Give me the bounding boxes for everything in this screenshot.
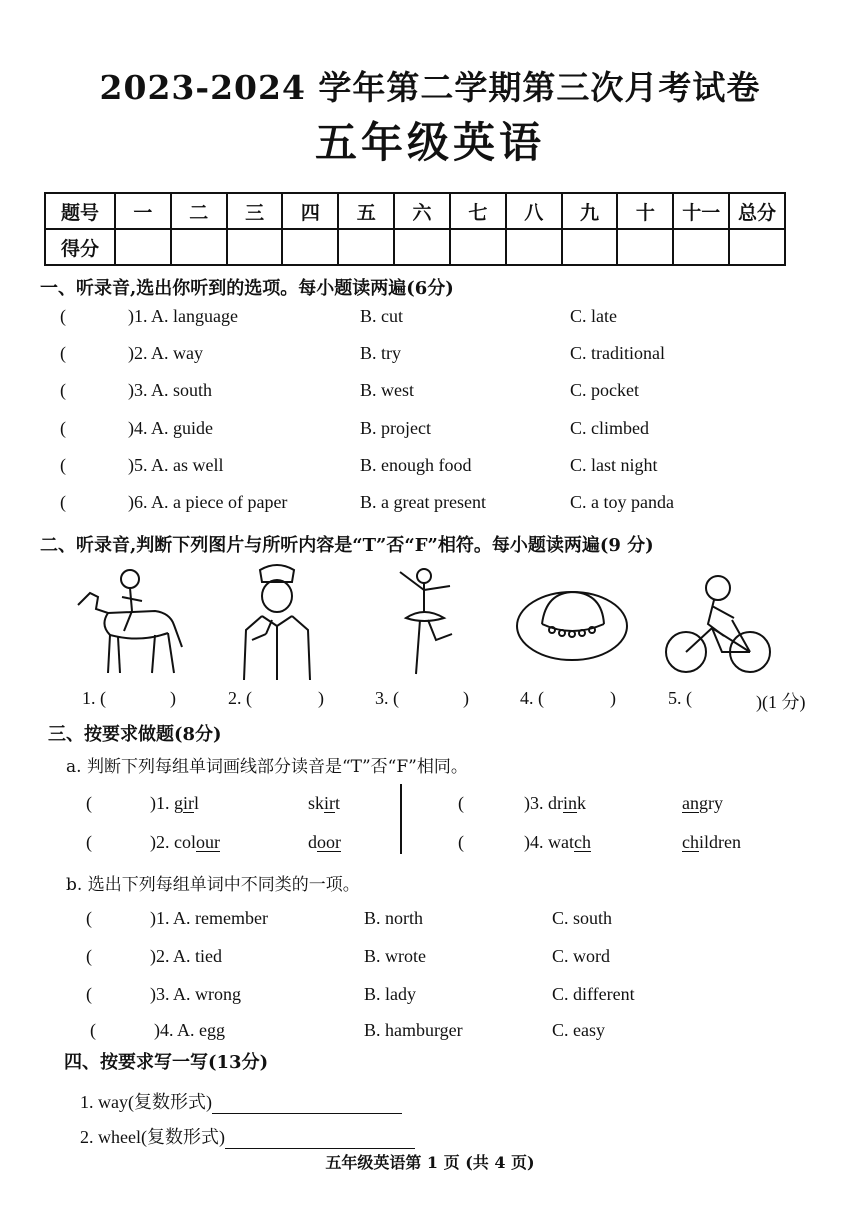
score-cell: 八 xyxy=(506,193,562,229)
answer-paren[interactable]: ( xyxy=(90,1020,96,1040)
score-entry[interactable] xyxy=(394,229,450,265)
picture-close-points: )(1 分) xyxy=(756,692,806,712)
score-cell: 四 xyxy=(282,193,338,229)
picture-label[interactable]: 3. ( xyxy=(375,688,399,708)
question-option-c: C. south xyxy=(552,908,613,928)
section3b-heading: b. 选出下列每组单词中不同类的一项。 xyxy=(66,875,360,895)
score-entry[interactable] xyxy=(227,229,283,265)
exam-subject: 五年级英语 xyxy=(314,118,545,167)
picture-close: ) xyxy=(318,688,324,708)
phonics-item: )3. drink xyxy=(524,793,587,813)
question-option-a: )2. A. way xyxy=(128,343,203,363)
answer-paren[interactable]: ( xyxy=(60,380,66,400)
answer-paren[interactable]: ( xyxy=(458,793,464,813)
boy-riding-bike-icon xyxy=(662,570,774,678)
question-option-b: B. try xyxy=(360,343,402,363)
divider xyxy=(400,784,402,854)
exam-title: 2023-2024 学年第二学期第三次月考试卷 xyxy=(99,68,761,107)
picture-close: ) xyxy=(610,688,616,708)
score-cell-total: 总分 xyxy=(729,193,785,229)
phonics-compare-word: skirt xyxy=(308,793,341,813)
question-option-c: C. different xyxy=(552,984,635,1004)
score-table-header-row xyxy=(45,193,785,229)
answer-paren[interactable]: ( xyxy=(86,832,92,852)
score-entry[interactable] xyxy=(729,229,785,265)
answer-paren[interactable]: ( xyxy=(60,343,66,363)
question-option-a: )6. A. a piece of paper xyxy=(128,492,288,512)
score-cell: 十一 xyxy=(673,193,729,229)
picture-label[interactable]: 1. ( xyxy=(82,688,106,708)
question-option-a: )4. A. egg xyxy=(154,1020,225,1040)
phonics-compare-word: door xyxy=(308,832,341,852)
picture-label[interactable]: 4. ( xyxy=(520,688,544,708)
question-option-a: )1. A. remember xyxy=(150,908,268,928)
answer-blank[interactable] xyxy=(225,1130,415,1149)
phonics-compare-word: children xyxy=(682,832,741,852)
question-option-b: B. a great present xyxy=(360,492,486,512)
question-option-a: )3. A. south xyxy=(128,380,213,400)
answer-paren[interactable]: ( xyxy=(60,418,66,438)
question-option-c: C. late xyxy=(570,306,617,326)
question-option-a: )5. A. as well xyxy=(128,455,224,475)
picture-close: ) xyxy=(170,688,176,708)
score-cell: 九 xyxy=(562,193,618,229)
write-item: 1. way(复数形式) xyxy=(80,1088,402,1114)
question-option-b: B. enough food xyxy=(360,455,472,475)
score-cell: 十 xyxy=(617,193,673,229)
phonics-item: )2. colour xyxy=(150,832,220,852)
question-option-c: C. pocket xyxy=(570,380,639,400)
question-option-a: )3. A. wrong xyxy=(150,984,241,1004)
score-entry[interactable] xyxy=(338,229,394,265)
question-option-a: )1. A. language xyxy=(128,306,238,326)
answer-paren[interactable]: ( xyxy=(60,492,66,512)
picture-label[interactable]: 2. ( xyxy=(228,688,252,708)
answer-paren[interactable]: ( xyxy=(86,946,92,966)
score-table xyxy=(44,192,786,266)
phonics-item: )4. watch xyxy=(524,832,591,852)
answer-blank[interactable] xyxy=(212,1095,402,1114)
question-option-b: B. cut xyxy=(360,306,403,326)
picture-close: ) xyxy=(463,688,469,708)
page-footer: 五年级英语第 1 页 (共 4 页) xyxy=(325,1153,535,1172)
score-entry[interactable] xyxy=(673,229,729,265)
question-option-c: C. a toy panda xyxy=(570,492,674,512)
score-cell: 三 xyxy=(227,193,283,229)
score-cell: 七 xyxy=(450,193,506,229)
score-entry[interactable] xyxy=(617,229,673,265)
score-entry[interactable] xyxy=(282,229,338,265)
answer-paren[interactable]: ( xyxy=(86,793,92,813)
score-cell-label: 题号 xyxy=(45,193,115,229)
score-cell: 六 xyxy=(394,193,450,229)
hat-icon xyxy=(512,578,630,668)
answer-paren[interactable]: ( xyxy=(458,832,464,852)
section3a-heading: a. 判断下列每组单词画线部分读音是“T”否“F”相同。 xyxy=(66,757,468,777)
score-entry[interactable] xyxy=(171,229,227,265)
nurse-icon xyxy=(232,560,322,682)
write-item: 2. wheel(复数形式) xyxy=(80,1123,415,1149)
answer-paren[interactable]: ( xyxy=(86,908,92,928)
score-entry[interactable] xyxy=(506,229,562,265)
section2-heading: 二、听录音,判断下列图片与所听内容是“T”否“F”相符。每小题读两遍(9 分) xyxy=(40,535,654,556)
score-cell: 五 xyxy=(338,193,394,229)
question-option-c: C. word xyxy=(552,946,610,966)
answer-paren[interactable]: ( xyxy=(60,306,66,326)
question-option-c: C. last night xyxy=(570,455,658,475)
question-option-a: )2. A. tied xyxy=(150,946,222,966)
question-option-b: B. wrote xyxy=(364,946,426,966)
phonics-item: )1. girl xyxy=(150,793,200,813)
question-option-b: B. north xyxy=(364,908,424,928)
score-row-label: 得分 xyxy=(45,229,115,265)
ballet-dancer-icon xyxy=(392,562,462,682)
answer-paren[interactable]: ( xyxy=(86,984,92,1004)
question-option-a: )4. A. guide xyxy=(128,418,213,438)
question-option-b: B. project xyxy=(360,418,431,438)
phonics-compare-word: angry xyxy=(682,793,723,813)
question-option-b: B. lady xyxy=(364,984,416,1004)
score-entry[interactable] xyxy=(562,229,618,265)
score-cell: 一 xyxy=(115,193,171,229)
question-option-b: B. hamburger xyxy=(364,1020,463,1040)
answer-paren[interactable]: ( xyxy=(60,455,66,475)
section1-heading: 一、听录音,选出你听到的选项。每小题读两遍(6分) xyxy=(40,278,454,299)
score-table-score-row xyxy=(45,229,785,265)
question-option-c: C. traditional xyxy=(570,343,665,363)
section3-heading: 三、按要求做题(8分) xyxy=(48,724,222,745)
question-option-c: C. climbed xyxy=(570,418,649,438)
picture-label[interactable]: 5. ( xyxy=(668,688,692,708)
score-entry[interactable] xyxy=(450,229,506,265)
boy-riding-horse-icon xyxy=(70,565,190,680)
section4-heading: 四、按要求写一写(13分) xyxy=(64,1052,269,1073)
question-option-c: C. easy xyxy=(552,1020,605,1040)
question-option-b: B. west xyxy=(360,380,414,400)
score-cell: 二 xyxy=(171,193,227,229)
score-entry[interactable] xyxy=(115,229,171,265)
